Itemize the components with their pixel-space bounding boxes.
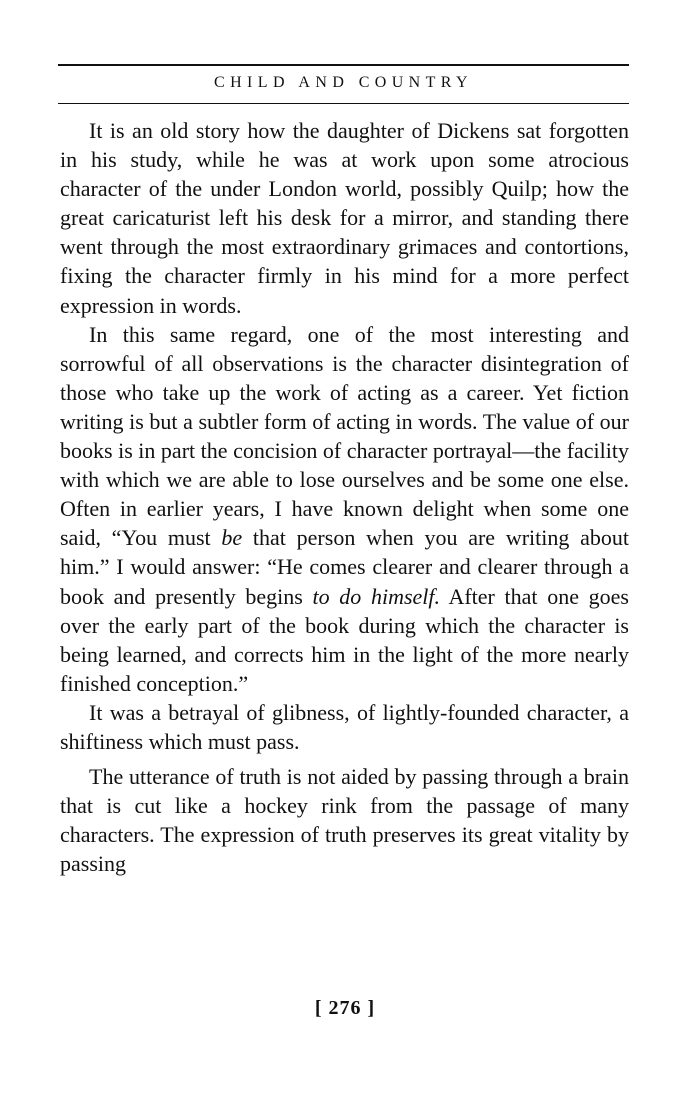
paragraph	[60, 762, 629, 878]
italic-run: be	[221, 525, 243, 551]
text-run: that person when you are writing about him.” I would answer: “He comes clearer and clearer through a book and presently begins	[60, 525, 629, 609]
text-run: The utterance of truth is not aided by passing through a brain that is cut like a hockey rink from the passage of many characters. The expression of truth preserves its great vitality by passing	[60, 764, 629, 877]
page-number: [ 276 ]	[314, 997, 376, 1019]
paragraph	[60, 698, 629, 756]
text-run: It was a betrayal of glibness, of lightly-founded character, a shiftiness which must pass.	[60, 699, 629, 754]
paragraph	[60, 116, 629, 320]
italic-run: to do himself.	[312, 583, 441, 609]
header-rule-top	[58, 64, 629, 66]
text-run: It is an old story how the daughter of Dickens sat forgotten in his study, while he was at work upon some atrocious character of the under London world, possibly Quilp; how the great caricaturist left his desk for a mirror, and standing there went through the most extraordinary grimaces and contortions, fixing the character firmly in his mind for a more perfect expression in words.	[60, 118, 629, 318]
text-run: After that one goes over the early part of the book during which the character is being learned, and corrects him in the light of the more nearly finished conception.”	[60, 583, 629, 696]
header-rule-bottom	[58, 103, 629, 104]
running-head: CHILD AND COUNTRY	[214, 74, 473, 91]
body-text	[60, 116, 629, 878]
paragraph	[60, 320, 629, 698]
text-run: In this same regard, one of the most interesting and sorrowful of all observations is the character disintegration of those who take up the work of acting as a career. Yet fiction writing is but a subtler form of acting in words. The value of our books is in part the concision of character portrayal—the facility with which we are able to lose ourselves and be some one else. Often in earlier years, I have known delight when some one said, “You must	[60, 321, 629, 551]
